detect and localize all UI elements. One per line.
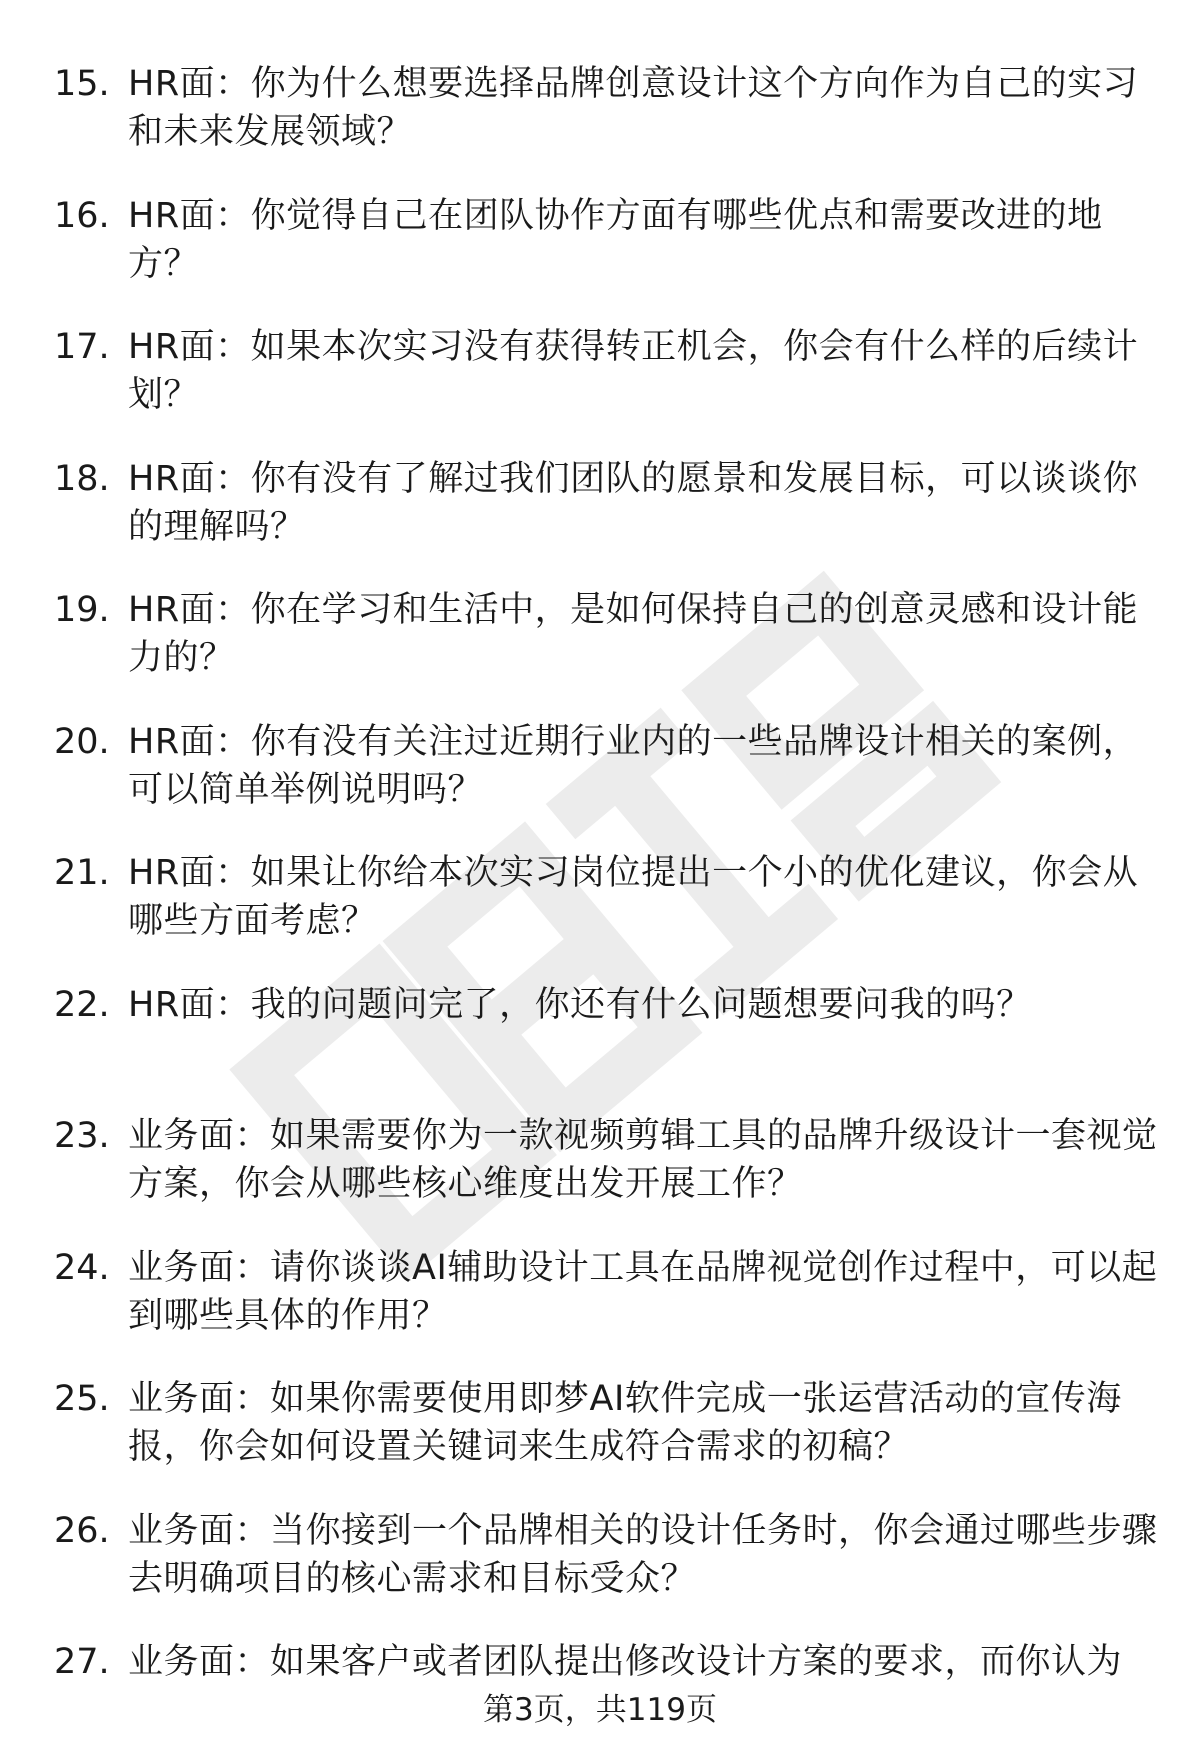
question-text: HR面：你觉得自己在团队协作方面有哪些优点和需要改进的地方？ — [128, 195, 1103, 284]
question-number: 27. — [54, 1642, 110, 1682]
question-text: 业务面：如果客户或者团队提出修改设计方案的要求，而你认为 — [128, 1642, 1123, 1682]
question-number: 15. — [54, 64, 110, 104]
question-text: 业务面：请你谈谈AI辅助设计工具在品牌视觉创作过程中，可以起到哪些具体的作用？ — [128, 1247, 1158, 1336]
list-item — [0, 578, 1200, 710]
question-number: 23. — [54, 1116, 110, 1156]
question-number: 16. — [54, 195, 110, 236]
question-list — [0, 52, 1200, 1762]
question-text: HR面：如果本次实习没有获得转正机会，你会有什么样的后续计划？ — [128, 327, 1139, 415]
question-number: 19. — [54, 590, 110, 630]
question-text: HR面：你有没有了解过我们团队的愿景和发展目标，可以谈谈你的理解吗？ — [128, 458, 1139, 547]
question-number: 20. — [54, 721, 110, 762]
question-text: HR面：你有没有关注过近期行业内的一些品牌设计相关的案例，可以简单举例说明吗？ — [128, 721, 1139, 810]
question-number: 18. — [54, 458, 110, 499]
list-item — [0, 1104, 1200, 1236]
list-item — [0, 1499, 1200, 1631]
question-number: 17. — [54, 327, 110, 367]
question-text: 业务面：如果你需要使用即梦AI软件完成一张运营活动的宣传海报，你会如何设置关键词来生成符合需求的初稿？ — [128, 1379, 1122, 1467]
question-text: 业务面：如果需要你为一款视频剪辑工具的品牌升级设计一套视觉方案，你会从哪些核心维度出发开展工作？ — [128, 1116, 1158, 1204]
question-number: 25. — [54, 1379, 110, 1419]
question-number: 24. — [54, 1247, 110, 1288]
list-item — [0, 841, 1200, 973]
question-text: HR面：你为什么想要选择品牌创意设计这个方向作为自己的实习和未来发展领域？ — [128, 64, 1139, 152]
question-number: 26. — [54, 1510, 110, 1551]
page-footer: 第3页，共119页 — [483, 1692, 717, 1728]
list-item — [0, 1236, 1200, 1368]
question-text: 业务面：当你接到一个品牌相关的设计任务时，你会通过哪些步骤去明确项目的核心需求和目标受众？ — [128, 1510, 1158, 1599]
list-item — [0, 1367, 1200, 1499]
list-item — [0, 52, 1200, 184]
question-number: 22. — [54, 984, 110, 1025]
question-text: HR面：我的问题问完了，你还有什么问题想要问我的吗？ — [128, 984, 1032, 1025]
list-item — [0, 184, 1200, 316]
question-number: 21. — [54, 853, 110, 893]
list-item — [0, 710, 1200, 842]
list-item — [0, 973, 1200, 1105]
question-text: HR面：你在学习和生活中，是如何保持自己的创意灵感和设计能力的？ — [128, 590, 1139, 678]
question-text: HR面：如果让你给本次实习岗位提出一个小的优化建议，你会从哪些方面考虑？ — [128, 853, 1139, 941]
list-item — [0, 447, 1200, 579]
list-item — [0, 315, 1200, 447]
